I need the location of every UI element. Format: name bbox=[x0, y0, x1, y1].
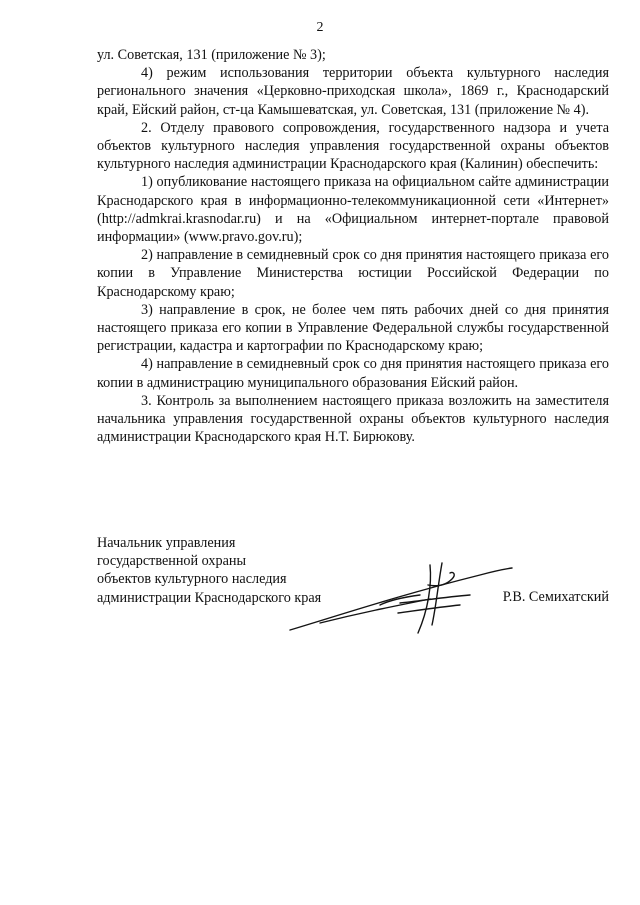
handwritten-signature bbox=[280, 555, 520, 645]
paragraph-continuation: ул. Советская, 131 (приложение № 3); bbox=[97, 47, 326, 63]
signatory-title-line: объектов культурного наследия bbox=[97, 571, 287, 588]
signatory-title-line: администрации Краснодарского края bbox=[97, 589, 322, 606]
page-number: 2 bbox=[316, 20, 324, 35]
paragraph-subitem-2: 2) направление в семидневный срок со дня принятия настоящего приказа его копии в Управление Министерства юстиции Российской Федерации по Краснодарскому краю; bbox=[97, 247, 609, 300]
paragraph-subitem-1: 1) опубликование настоящего приказа на официальном сайте администрации Краснодарского края в информационно-телекоммуникационной сети «Интернет» (http://admkrai.krasnodar.ru) и на «Официальном интернет-портале правовой информации» (www.pravo.gov.ru); bbox=[97, 174, 609, 246]
paragraph-section-2: 2. Отделу правового сопровождения, государственного надзора и учета объектов культурного наследия управления государственной охраны объектов культурного наследия администрации Краснодарского края (Калинин) обеспечить: bbox=[97, 119, 609, 173]
document-body bbox=[97, 46, 609, 446]
signatory-title-line: государственной охраны bbox=[97, 553, 247, 570]
paragraph-item-4: 4) режим использования территории объекта культурного наследия регионального значения «Церковно-приходская школа», 1869 г., Краснодарский край, Ейский район, ст-ца Камышеватская, ул. Советская, 131 (приложение № 4). bbox=[97, 65, 609, 118]
signatory-title-line: Начальник управления bbox=[97, 535, 236, 551]
paragraph-subitem-4: 4) направление в семидневный срок со дня принятия настоящего приказа его копии в администрацию муниципального образования Ейский район. bbox=[97, 356, 609, 391]
signatory-name: Р.В. Семихатский bbox=[502, 589, 609, 605]
paragraph-section-3: 3. Контроль за выполнением настоящего приказа возложить на заместителя начальника управления государственной охраны объектов культурного наследия администрации Краснодарского края Н.Т. Бирюкову. bbox=[97, 392, 609, 446]
paragraph-subitem-3: 3) направление в срок, не более чем пять рабочих дней со дня принятия настоящего приказа его копии в Управление Федеральной службы государственной регистрации, кадастра и картографии по Краснодарскому краю; bbox=[97, 301, 609, 355]
